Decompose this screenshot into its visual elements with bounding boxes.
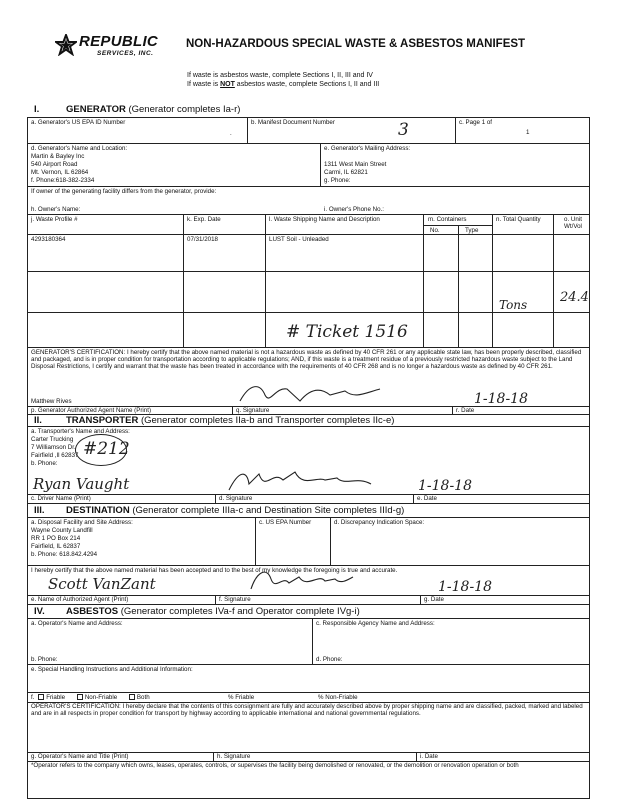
generator-address-line[interactable]: 540 Airport Road: [31, 161, 78, 168]
instruction-text: asbestos waste, complete Sections I, II and III: [234, 81, 380, 88]
col-containers-type: Type: [465, 227, 479, 234]
disposal-facility-phone[interactable]: b. Phone: 618.842.4294: [31, 551, 98, 558]
section-number: I.: [34, 104, 40, 115]
col-containers: m. Containers: [428, 216, 467, 223]
col-waste-profile: j. Waste Profile #: [31, 216, 78, 223]
mailing-city-line[interactable]: Carmi, IL 62821: [324, 169, 368, 176]
generator-city-line[interactable]: Mt. Vernon, IL 62864: [31, 169, 89, 176]
generator-epa-id-value[interactable]: .: [230, 130, 232, 137]
waste-profile-value[interactable]: 4293180364: [31, 236, 66, 243]
instruction-asbestos: If waste is asbestos waste, complete Sections I, II, III and IV: [187, 72, 373, 79]
instruction-not: NOT: [220, 81, 235, 88]
discrepancy-label: d. Discrepancy Indication Space:: [334, 519, 425, 526]
section-subtitle: (Generator completes Ia-r): [128, 104, 241, 115]
section-title: ASBESTOS: [66, 606, 119, 617]
truck-number-handwritten[interactable]: #212: [83, 439, 130, 459]
operator-date-label: i. Date: [420, 753, 438, 760]
quantity-value-handwritten[interactable]: 24.4: [560, 290, 589, 305]
friable-checkbox[interactable]: [38, 694, 44, 700]
col-exp-date: k. Exp. Date: [187, 216, 221, 223]
section-title: DESTINATION: [66, 505, 130, 516]
transporter-phone-label: b. Phone:: [31, 460, 58, 467]
transport-date-label: e. Date: [417, 495, 437, 502]
special-handling-label: e. Special Handling Instructions and Additional Information:: [31, 666, 193, 673]
section-number: III.: [34, 505, 45, 516]
owner-note: If owner of the generating facility differs from the generator, provide:: [31, 188, 217, 195]
logo-sub: SERVICES, INC.: [97, 50, 154, 57]
option-prefix: f.: [31, 694, 35, 701]
logo-brand: REPUBLIC: [79, 33, 159, 50]
owner-phone-label: i. Owner's Phone No.:: [324, 206, 384, 213]
section-generator-heading: [34, 104, 240, 115]
generator-name-label: d. Generator's Name and Location:: [31, 145, 128, 152]
section-asbestos-heading: [34, 606, 360, 617]
section-title: GENERATOR: [66, 104, 126, 115]
generator-phone[interactable]: f. Phone:618-382-2334: [31, 177, 95, 184]
percent-nonfriable-label: % Non-Friable: [318, 694, 358, 701]
driver-name-label: c. Driver Name (Print): [31, 495, 91, 502]
ticket-handwritten[interactable]: # Ticket 1516: [286, 322, 408, 342]
mailing-address-line[interactable]: 1311 West Main Street: [324, 161, 387, 168]
disposal-facility-label: a. Disposal Facility and Site Address:: [31, 519, 133, 526]
generator-agent-name[interactable]: Matthew Rives: [31, 398, 72, 405]
destination-date-handwritten[interactable]: 1-18-18: [438, 579, 492, 595]
transporter-address-line[interactable]: 7 Williamson Dr.: [31, 444, 76, 451]
col-shipping-name: l. Waste Shipping Name and Description: [269, 216, 380, 223]
generator-certification: GENERATOR'S CERTIFICATION: I hereby certify that the above named material is not a hazardous waste as defined by 40 CFR 261 or any applicable state law, has been properly described, classified and packaged, and is in proper condition for transportation according to applicable regulations; AND, if this waste is a treatment residue of a previously restricted hazardous waste subject to the Land Disposal Restrictions, I certify and warrant that the waste has been treated in accordance with the requirements of 40 CFR 268 and is no longer a hazardous waste as defined by 40 CFR 261.: [31, 349, 582, 371]
quantity-unit-handwritten[interactable]: Tons: [499, 298, 528, 312]
manifest-doc-number-value[interactable]: 3: [398, 120, 409, 140]
percent-friable-label: % Friable: [228, 694, 255, 701]
destination-agent-label: e. Name of Authorized Agent (Print): [31, 596, 129, 603]
disposal-facility-city[interactable]: Fairfield, IL 62837: [31, 543, 81, 550]
section-subtitle: (Generator completes IIa-b and Transporter completes IIc-e): [140, 415, 395, 426]
responsible-agency-label: c. Responsible Agency Name and Address:: [316, 620, 435, 627]
operator-phone-label: b. Phone:: [31, 656, 58, 663]
col-containers-no: No.: [430, 227, 440, 234]
section-transporter-heading: [34, 415, 394, 426]
generator-epa-id-label: a. Generator's US EPA ID Number: [31, 119, 126, 126]
disposal-facility-name[interactable]: Wayne County Landfill: [31, 527, 93, 534]
transport-date-handwritten[interactable]: 1-18-18: [418, 478, 472, 494]
col-unit-wt-vol: o. Unit Wt/Vol: [564, 216, 582, 231]
destination-date-label: g. Date: [424, 596, 444, 603]
instruction-text: If waste is: [187, 81, 221, 88]
friable-label: Friable: [46, 694, 66, 701]
generator-name-line[interactable]: Martin & Bayley Inc: [31, 153, 85, 160]
both-checkbox[interactable]: [129, 694, 135, 700]
operator-title-label: g. Operator's Name and Title (Print): [31, 753, 129, 760]
section-number: IV.: [34, 606, 45, 617]
operator-name-label: a. Operator's Name and Address:: [31, 620, 123, 627]
nonfriable-checkbox[interactable]: [77, 694, 83, 700]
section-title: TRANSPORTER: [66, 415, 139, 426]
destination-agent-handwritten[interactable]: Scott VanZant: [48, 575, 156, 593]
disposal-facility-address[interactable]: RR 1 PO Box 214: [31, 535, 81, 542]
page-title: NON-HAZARDOUS SPECIAL WASTE & ASBESTOS MANIFEST: [186, 38, 526, 50]
mailing-phone-label: g. Phone:: [324, 177, 351, 184]
generator-date-label: r. Date: [456, 407, 475, 414]
mailing-address-label: e. Generator's Mailing Address:: [324, 145, 411, 152]
driver-signature[interactable]: [225, 466, 375, 496]
transporter-name-label: a. Transporter's Name and Address:: [31, 428, 130, 435]
driver-signature-label: d. Signature: [219, 495, 253, 502]
company-logo: [55, 33, 165, 63]
generator-signature-label: q. Signature: [236, 407, 270, 414]
manifest-doc-number-label: b. Manifest Document Number: [251, 119, 335, 126]
transporter-city-line[interactable]: Fairfield ,Il 62837: [31, 452, 79, 459]
shipping-name-value[interactable]: LUST Soil - Unleaded: [269, 236, 329, 243]
generator-agent-name-label: p. Generator Authorized Agent Name (Print): [31, 407, 152, 414]
section-destination-heading: [34, 505, 404, 516]
nonfriable-label: Non-Friable: [84, 694, 118, 701]
destination-signature-label: f. Signature: [219, 596, 251, 603]
driver-name-handwritten[interactable]: Ryan Vaught: [33, 475, 130, 493]
us-epa-number-label: c. US EPA Number: [259, 519, 312, 526]
owner-name-label: h. Owner's Name:: [31, 206, 81, 213]
destination-signature[interactable]: [245, 565, 355, 595]
operator-signature-label: h. Signature: [217, 753, 251, 760]
generator-date-handwritten[interactable]: 1-18-18: [474, 391, 528, 407]
instruction-non-asbestos: [187, 81, 379, 89]
transporter-name-line[interactable]: Carter Trucking: [31, 436, 74, 443]
exp-date-value[interactable]: 07/31/2018: [187, 236, 218, 243]
friability-options: [31, 694, 150, 701]
section-subtitle: (Generator complete IIIa-c and Destination Site completes IIId-g): [132, 505, 405, 516]
page-total-value[interactable]: 1: [526, 129, 530, 136]
operator-footnote: *Operator refers to the company which owns, leases, operates, controls, or supervises the facility being demolished or renovated, or the demolition or renovation operation or both: [31, 762, 519, 769]
operator-certification: OPERATOR'S CERTIFICATION: I hereby declare that the contents of this consignment are fully and accurately described above by proper shipping name and are classified, packed, marked and labeled and are in all respects in proper condition for transport by highway according to applicable international and national governmental regulations.: [31, 703, 583, 718]
section-number: II.: [34, 415, 42, 426]
agency-phone-label: d. Phone:: [316, 656, 343, 663]
generator-signature[interactable]: [235, 381, 385, 407]
page-of-label: c. Page 1 of: [459, 119, 493, 126]
destination-certification: I hereby certify that the above named material has been accepted and to the best of my knowledge the foregoing is true and accurate.: [31, 567, 398, 574]
both-label: Both: [136, 694, 150, 701]
col-total-quantity: n. Total Quantity: [496, 216, 541, 223]
section-subtitle: (Generator completes IVa-f and Operator complete IVg-i): [120, 606, 360, 617]
star-logo-icon: [55, 34, 77, 56]
